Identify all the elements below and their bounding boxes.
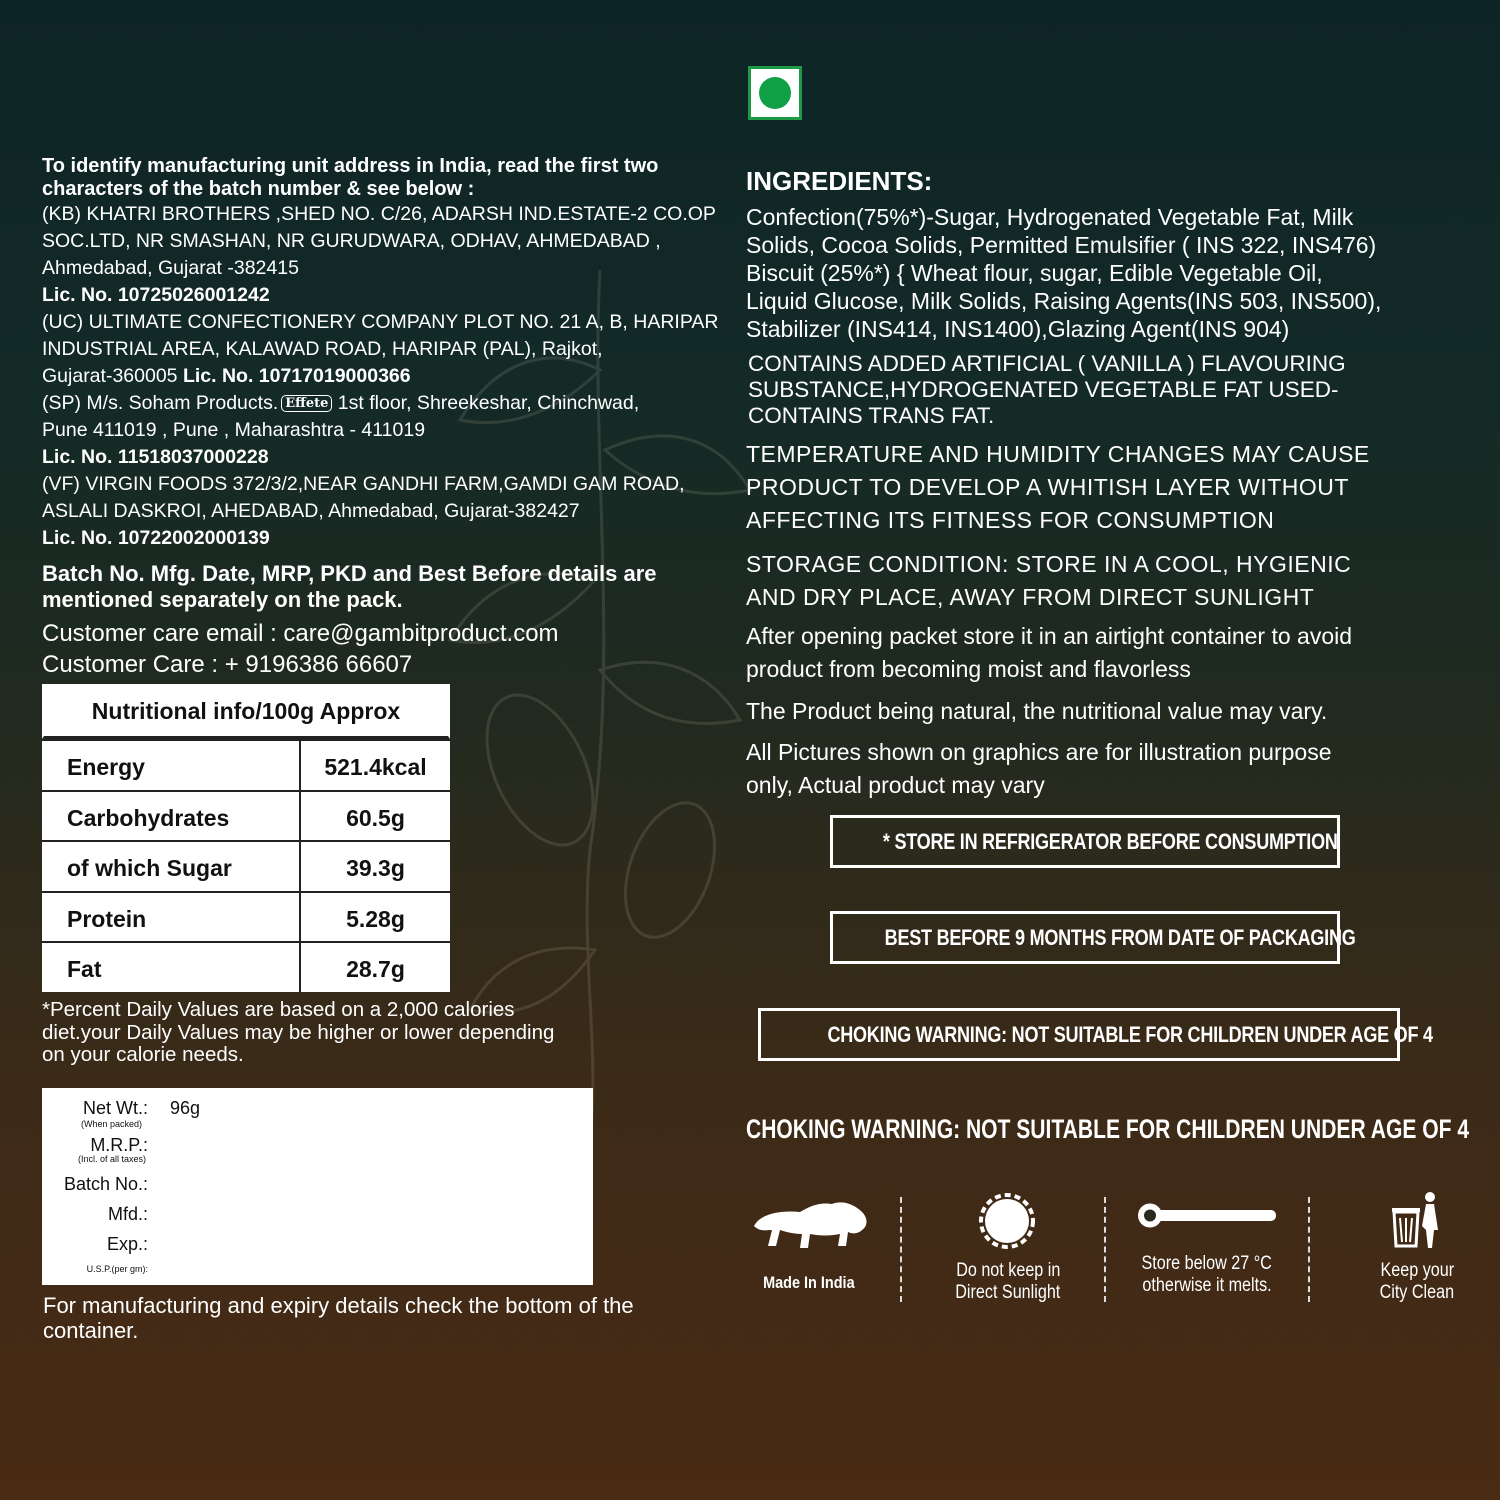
- nutrient-name: Protein: [42, 893, 301, 942]
- vf-line-1: (VF) VIRGIN FOODS 372/3/2,NEAR GANDHI FARM,GAMDI GAM ROAD,: [42, 473, 685, 495]
- nutrient-value: 28.7g: [346, 956, 405, 982]
- contains-line-2: SUBSTANCE,HYDROGENATED VEGETABLE FAT USED-: [748, 377, 1339, 402]
- pictures-line-1: All Pictures shown on graphics are for illustration purpose: [746, 739, 1332, 765]
- ingredients-text: [746, 203, 1466, 343]
- city-clean-line-2: City Clean: [1379, 1282, 1455, 1303]
- icon-separator: [1104, 1197, 1106, 1302]
- net-wt-sublabel: (When packed): [80, 1119, 142, 1129]
- kb-line-1: (KB) KHATRI BROTHERS ,SHED NO. C/26, ADARSH IND.ESTATE-2 CO.OP: [42, 203, 716, 225]
- refrigerator-text: * STORE IN REFRIGERATOR BEFORE CONSUMPTION: [882, 829, 1338, 854]
- nutrient-name: Fat: [42, 943, 301, 992]
- kb-license: Lic. No. 10725026001242: [42, 284, 270, 306]
- batch-note-line-1: Batch No. Mfg. Date, MRP, PKD and Best Before details are: [42, 561, 657, 586]
- nutrient-name: Energy: [42, 741, 301, 790]
- refrigerator-box: [830, 815, 1340, 868]
- nutrition-table: [42, 684, 450, 992]
- sp-line-1: [42, 390, 722, 417]
- customer-care-phone: Customer Care : + 9196386 66607: [42, 651, 413, 678]
- effete-brand: Effete: [281, 395, 332, 412]
- choking-plain-text: CHOKING WARNING: NOT SUITABLE FOR CHILDREN UNDER AGE OF 4: [746, 1114, 1470, 1144]
- usp-label: U.S.P.(per gm):: [86, 1264, 148, 1274]
- nutrition-row: [42, 739, 450, 790]
- made-in-india-text: Made In India: [763, 1273, 855, 1292]
- veg-symbol-icon: [748, 66, 802, 120]
- nutrition-row: [42, 790, 450, 841]
- city-clean-label: [1355, 1260, 1479, 1304]
- manufacturing-expiry-note: [43, 1293, 683, 1343]
- temp-line-3: AFFECTING ITS FITNESS FOR CONSUMPTION: [746, 507, 1275, 533]
- vf-line-2: ASLALI DASKROI, AHEDABAD, Ahmedabad, Gujarat-382427: [42, 500, 580, 522]
- city-clean-line-1: Keep your: [1380, 1260, 1454, 1281]
- best-before-text: BEST BEFORE 9 MONTHS FROM DATE OF PACKAGING: [884, 925, 1356, 950]
- nutrition-row: [42, 941, 450, 992]
- ingredients-title: INGREDIENTS:: [746, 166, 933, 196]
- footnote-line-3: on your calorie needs.: [42, 1043, 244, 1066]
- contains-line-1: CONTAINS ADDED ARTIFICIAL ( VANILLA ) FLAVOURING: [748, 351, 1346, 376]
- mrp-sublabel: (Incl. of all taxes): [77, 1154, 146, 1164]
- manufacturer-addresses: [42, 201, 722, 552]
- storage-line-2: AND DRY PLACE, AWAY FROM DIRECT SUNLIGHT: [746, 584, 1315, 610]
- uc-line-2: INDUSTRIAL AREA, KALAWAD ROAD, HARIPAR (PAL), Rajkot,: [42, 338, 603, 360]
- uc-line-3: [42, 363, 722, 390]
- nutrition-row: [42, 891, 450, 942]
- icon-separator: [900, 1197, 902, 1302]
- after-line-2: product from becoming moist and flavorless: [746, 656, 1191, 682]
- batch-note: [42, 561, 712, 613]
- nutrient-value: 39.3g: [346, 855, 405, 881]
- kb-line-2: SOC.LTD, NR SMASHAN, NR GURUDWARA, ODHAV, AHMEDABAD ,: [42, 230, 661, 252]
- icon-separator: [1308, 1197, 1310, 1302]
- nutrient-name: Carbohydrates: [42, 792, 301, 841]
- trash-bin-icon: [1392, 1190, 1442, 1252]
- storage-line-1: STORAGE CONDITION: STORE IN A COOL, HYGIENIC: [746, 551, 1352, 577]
- exp-label: Exp.:: [106, 1234, 148, 1254]
- nutrient-value: 60.5g: [346, 804, 405, 831]
- pack-details-box: [42, 1088, 593, 1285]
- nutrient-value: 5.28g: [346, 905, 405, 932]
- batch-no-label: Batch No.:: [63, 1174, 148, 1194]
- sunlight-line-2: Direct Sunlight: [955, 1282, 1061, 1303]
- store-below-line-1: Store below 27 °C: [1141, 1253, 1273, 1274]
- store-below-label: [1124, 1253, 1290, 1297]
- bottom-note-line-1: For manufacturing and expiry details check the bottom of the: [43, 1293, 634, 1318]
- uc-line-3-address: Gujarat-360005: [42, 365, 183, 387]
- daily-values-footnote: [42, 999, 642, 1067]
- kb-line-3: Ahmedabad, Gujarat -382415: [42, 257, 299, 279]
- storage-condition: [746, 548, 1466, 614]
- temp-line-1: TEMPERATURE AND HUMIDITY CHANGES MAY CAUSE: [746, 441, 1370, 467]
- temp-line-2: PRODUCT TO DEVELOP A WHITISH LAYER WITHOUT: [746, 474, 1349, 500]
- contains-line-3: CONTAINS TRANS FAT.: [748, 403, 995, 428]
- net-wt-label: Net Wt.:: [82, 1098, 148, 1118]
- identify-unit-note: [42, 155, 722, 201]
- after-opening-note: [746, 620, 1466, 686]
- mfd-label: Mfd.:: [107, 1204, 148, 1224]
- thermometer-icon: [1136, 1200, 1278, 1232]
- choking-box-text: CHOKING WARNING: NOT SUITABLE FOR CHILDREN UNDER AGE OF 4: [827, 1022, 1433, 1047]
- sp-line-1-end: 1st floor, Shreekeshar, Chinchwad,: [332, 392, 640, 414]
- uc-license: Lic. No. 10717019000366: [182, 365, 411, 387]
- lion-icon: [750, 1196, 870, 1254]
- contains-note: [748, 351, 1346, 429]
- uc-line-1: (UC) ULTIMATE CONFECTIONERY COMPANY PLOT NO. 21 A, B, HARIPAR: [42, 311, 719, 333]
- best-before-box: [830, 911, 1356, 964]
- net-wt-value: 96g: [170, 1098, 201, 1118]
- choking-warning-plain: [746, 1114, 1500, 1145]
- natural-note: The Product being natural, the nutritional value may vary.: [746, 698, 1328, 724]
- customer-care-email: Customer care email : care@gambitproduct.com: [42, 620, 559, 647]
- made-in-india-label: [748, 1272, 870, 1294]
- store-below-line-2: otherwise it melts.: [1142, 1275, 1272, 1296]
- ident-line-1: To identify manufacturing unit address in India, read the first two: [42, 155, 659, 177]
- customer-care: [42, 618, 722, 680]
- ing-line-1: Confection(75%*)-Sugar, Hydrogenated Vegetable Fat, Milk: [746, 204, 1354, 230]
- veg-dot: [759, 77, 791, 109]
- pictures-line-2: only, Actual product may vary: [746, 772, 1045, 798]
- bottom-note-line-2: container.: [43, 1318, 139, 1343]
- ing-line-4: Liquid Glucose, Milk Solids, Raising Agents(INS 503, INS500),: [746, 288, 1382, 314]
- sun-icon: [976, 1190, 1038, 1252]
- sp-license: Lic. No. 11518037000228: [42, 446, 269, 468]
- ing-line-2: Solids, Cocoa Solids, Permitted Emulsifier ( INS 322, INS476): [746, 232, 1377, 258]
- ident-line-2: characters of the batch number & see below :: [42, 178, 475, 200]
- pictures-disclaimer: [746, 736, 1466, 802]
- sunlight-label: [934, 1260, 1082, 1304]
- ing-line-5: Stabilizer (INS414, INS1400),Glazing Agent(INS 904): [746, 316, 1290, 342]
- sp-line-1-start: (SP) M/s. Soham Products.: [42, 392, 279, 414]
- sp-line-2: Pune 411019 , Pune , Maharashtra - 411019: [42, 419, 426, 441]
- footnote-line-2: diet.your Daily Values may be higher or lower depending: [42, 1020, 555, 1044]
- after-line-1: After opening packet store it in an airtight container to avoid: [746, 623, 1353, 649]
- choking-warning-box: [758, 1008, 1433, 1061]
- batch-note-line-2: mentioned separately on the pack.: [42, 587, 403, 612]
- nutrition-row: [42, 840, 450, 891]
- nutrition-header: Nutritional info/100g Approx: [42, 684, 450, 739]
- vf-license: Lic. No. 10722002000139: [42, 527, 270, 549]
- temperature-note: [746, 438, 1466, 537]
- mrp-label: M.R.P.:: [90, 1135, 148, 1155]
- sunlight-line-1: Do not keep in: [955, 1260, 1061, 1281]
- ing-line-3: Biscuit (25%*) { Wheat flour, sugar, Edible Vegetable Oil,: [746, 260, 1323, 286]
- footnote-line-1: *Percent Daily Values are based on a 2,000 calories: [42, 998, 515, 1021]
- nutrient-name: of which Sugar: [42, 842, 301, 891]
- nutrient-value: 521.4kcal: [324, 754, 427, 780]
